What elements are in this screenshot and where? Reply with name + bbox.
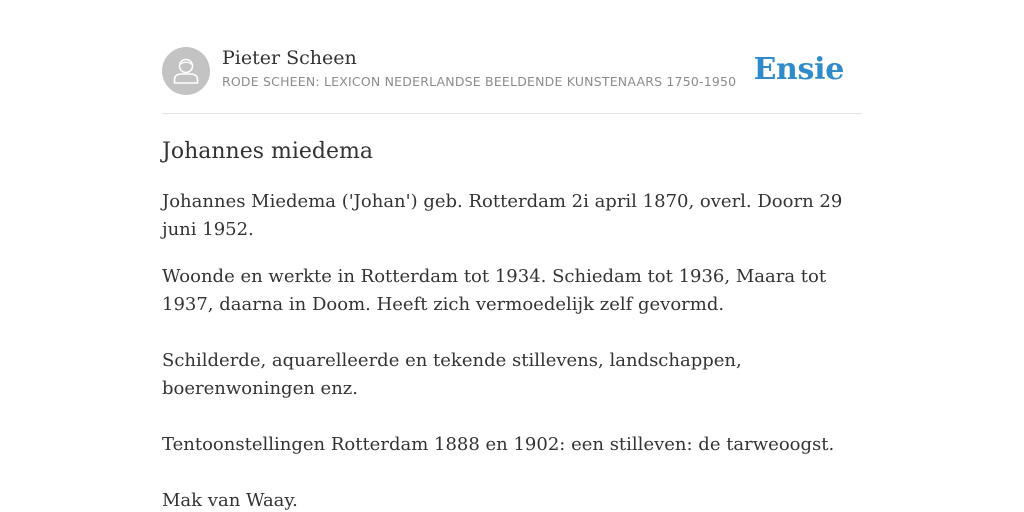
author-avatar[interactable] xyxy=(162,47,210,95)
article-paragraph: Tentoonstellingen Rotterdam 1888 en 1902: een stilleven: de tarweoogst. xyxy=(162,434,835,455)
article-title: Johannes miedema xyxy=(162,139,373,164)
article-paragraph: Schilderde, aquarelleerde en tekende stillevens, landschappen, boerenwoningen enz. xyxy=(162,350,742,399)
article-paragraph: Woonde en werkte in Rotterdam tot 1934. Schiedam tot 1936, Maara tot 1937, daarna in Doom. Heeft zich vermoedelijk zelf gevormd. xyxy=(162,266,827,315)
ensie-logo[interactable]: Ensie xyxy=(753,52,844,87)
article-paragraph: Johannes Miedema ('Johan') geb. Rotterdam 2i april 1870, overl. Doorn 29 juni 1952. xyxy=(162,191,843,240)
header xyxy=(162,46,862,96)
source-title[interactable]: RODE SCHEEN: LEXICON NEDERLANDSE BEELDENDE KUNSTENAARS 1750-1950 xyxy=(222,74,737,89)
user-icon xyxy=(162,47,210,95)
header-divider xyxy=(162,113,862,114)
author-name[interactable]: Pieter Scheen xyxy=(222,47,357,69)
article xyxy=(162,136,862,512)
article-paragraph: Mak van Waay. xyxy=(162,490,298,511)
